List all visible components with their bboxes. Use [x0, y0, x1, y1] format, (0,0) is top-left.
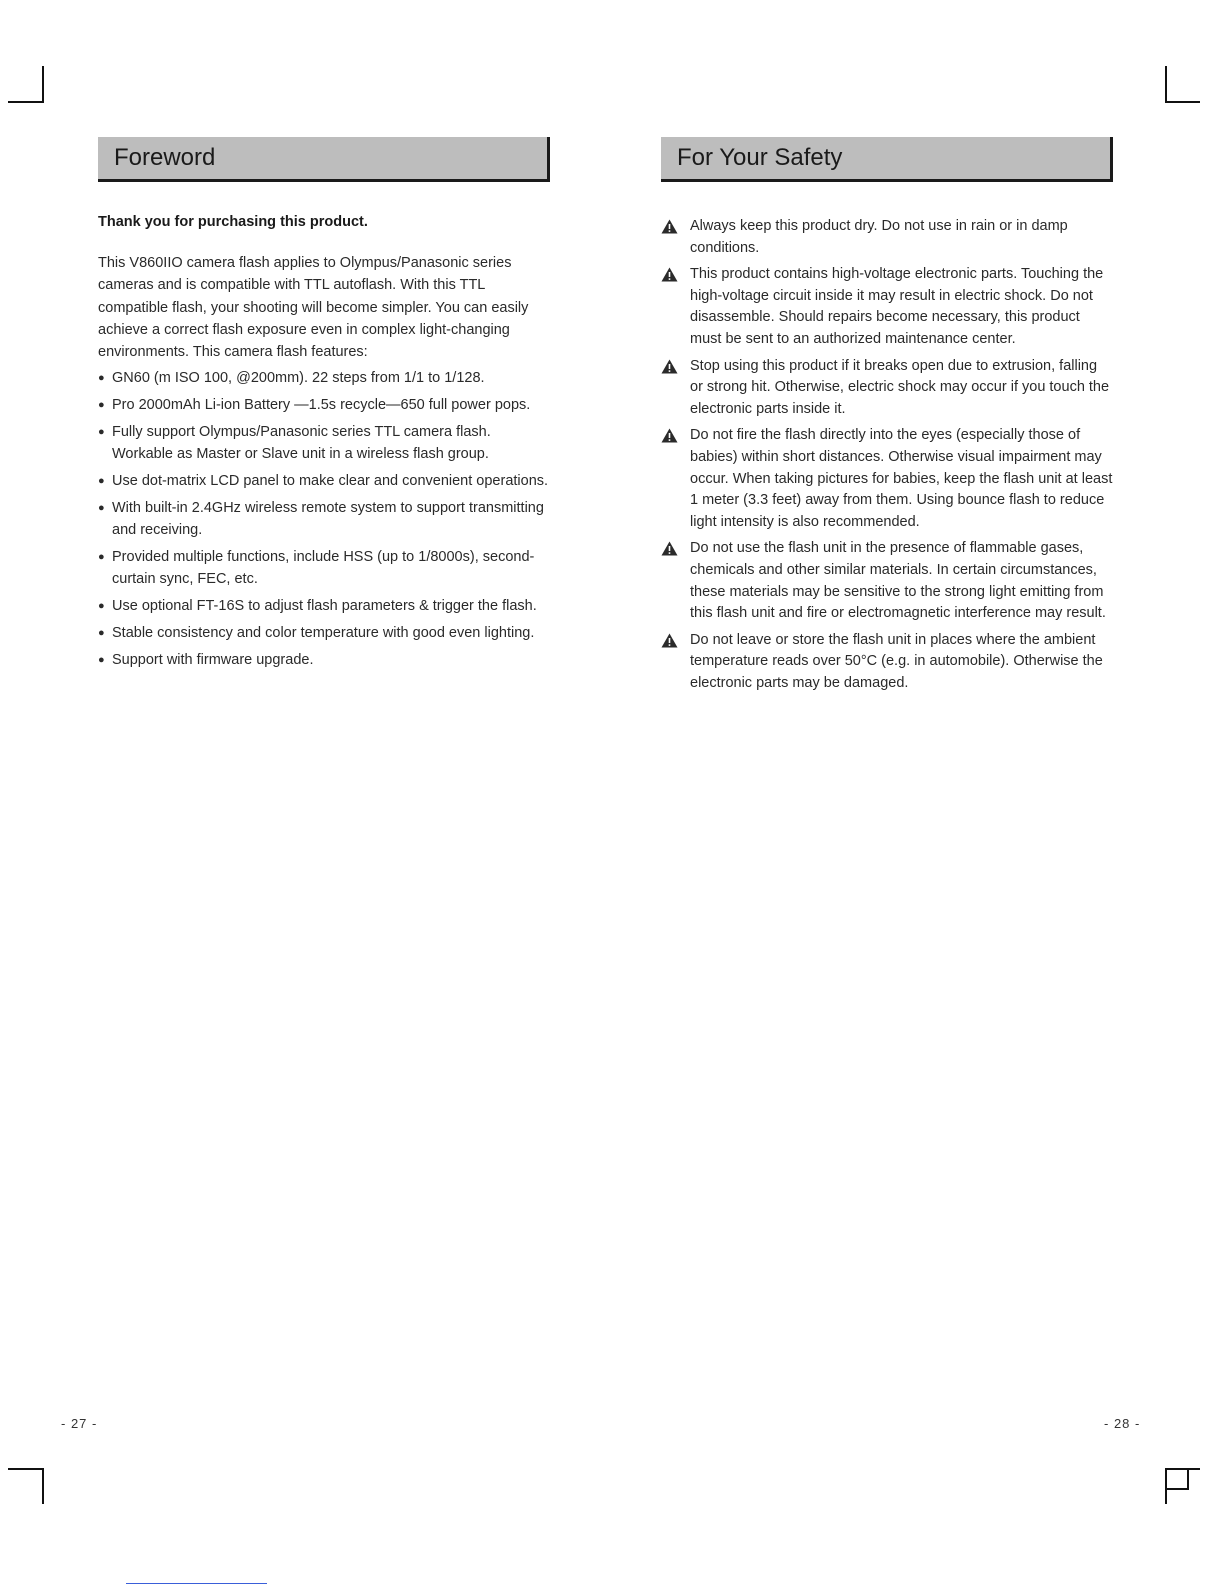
feature-text: Provided multiple functions, include HSS (up to 1/8000s), second-curtain sync, FEC, etc.	[112, 549, 535, 588]
page-number-left: - 27 -	[61, 1416, 98, 1431]
warning-text: Stop using this product if it breaks open due to extrusion, falling or strong hit. Otherwise, electric shock may occur if you touch the electronic parts inside it.	[690, 357, 1110, 417]
feature-text: Use optional FT-16S to adjust flash parameters & trigger the flash.	[112, 598, 537, 615]
warning-text: Do not use the flash unit in the presence of flammable gases, chemicals and other similar materials. In certain circumstances, these materials may be sensitive to the strong light emitting from this flash unit and fire or electromagnetic interference may result.	[690, 540, 1106, 622]
bullet-icon: ●	[98, 399, 105, 412]
warning-triangle-icon	[661, 267, 678, 282]
warning-triangle-icon	[661, 359, 678, 374]
crop-mark-bottom-left-v	[42, 1468, 44, 1504]
feature-item	[98, 546, 550, 591]
warning-triangle-icon	[661, 633, 678, 648]
feature-item	[98, 622, 550, 644]
foreword-paragraph: This V860IIO camera flash applies to Olympus/Panasonic series cameras and is compatible with TTL autoflash. With this TTL compatible flash, your shooting will become simpler. You can easily achieve a correct flash exposure even in complex light-changing environments. This camera flash features:	[98, 255, 529, 361]
feature-item	[98, 649, 550, 671]
feature-item	[98, 367, 550, 389]
bullet-icon: ●	[98, 600, 105, 613]
warning-triangle-icon	[661, 541, 678, 556]
safety-header: For Your Safety	[661, 137, 1113, 182]
warning-text: Always keep this product dry. Do not use in rain or in damp conditions.	[690, 218, 1068, 256]
foreword-header: Foreword	[98, 137, 550, 182]
foreword-section	[98, 137, 550, 676]
feature-item	[98, 497, 550, 542]
warning-triangle-icon	[661, 219, 678, 234]
warning-list	[661, 216, 1113, 694]
warning-item	[661, 630, 1113, 695]
feature-text: GN60 (m ISO 100, @200mm). 22 steps from 1/1 to 1/128.	[112, 370, 485, 387]
feature-list	[98, 367, 550, 671]
feature-item	[98, 470, 550, 492]
bullet-icon: ●	[98, 501, 105, 514]
warning-item	[661, 264, 1113, 350]
bullet-icon: ●	[98, 475, 105, 488]
feature-item	[98, 595, 550, 617]
bottom-rule	[126, 1583, 267, 1584]
bullet-icon: ●	[98, 626, 105, 639]
feature-item	[98, 421, 550, 466]
foreword-thanks: Thank you for purchasing this product.	[98, 214, 368, 230]
warning-text: Do not leave or store the flash unit in places where the ambient temperature reads over 50°C (e.g. in automobile). Otherwise the electronic parts may be damaged.	[690, 631, 1103, 691]
crop-mark-bottom-left-h	[8, 1468, 44, 1470]
crop-mark-bottom-right-h2	[1165, 1488, 1189, 1490]
feature-text: Support with firmware upgrade.	[112, 651, 314, 668]
crop-mark-top-left-v	[42, 66, 44, 103]
warning-text: Do not fire the flash directly into the eyes (especially those of babies) within short distances. Otherwise visual impairment may occur. When taking pictures for babies, keep the flash unit at least 1 meter (3.3 feet) away from them. Using bounce flash to reduce light intensity is also recommended.	[690, 427, 1113, 530]
crop-mark-top-left-h	[8, 101, 44, 103]
bullet-icon: ●	[98, 426, 105, 439]
crop-mark-bottom-right-h	[1165, 1468, 1200, 1470]
safety-section	[661, 137, 1113, 699]
crop-mark-bottom-right-v	[1165, 1468, 1167, 1504]
warning-triangle-icon	[661, 428, 678, 443]
feature-item	[98, 394, 550, 416]
warning-item	[661, 538, 1113, 624]
bullet-icon: ●	[98, 372, 105, 385]
page-number-right: - 28 -	[1104, 1416, 1141, 1431]
feature-text: With built-in 2.4GHz wireless remote system to support transmitting and receiving.	[112, 499, 544, 539]
bullet-icon: ●	[98, 551, 105, 564]
feature-text: Pro 2000mAh Li-ion Battery —1.5s recycle—650 full power pops.	[112, 397, 531, 414]
crop-mark-top-right-v	[1165, 66, 1167, 103]
warning-item	[661, 216, 1113, 259]
warning-item	[661, 425, 1113, 533]
feature-text: Stable consistency and color temperature with good even lighting.	[112, 624, 535, 641]
warning-text: This product contains high-voltage electronic parts. Touching the high-voltage circuit inside it may result in electric shock. Do not disassemble. Should repairs become necessary, this product must be sent to an authorized maintenance center.	[690, 266, 1104, 347]
crop-mark-top-right-h	[1165, 101, 1200, 103]
bullet-icon: ●	[98, 653, 105, 666]
feature-text: Fully support Olympus/Panasonic series TTL camera flash. Workable as Master or Slave unit in a wireless flash group.	[112, 424, 491, 463]
feature-text: Use dot-matrix LCD panel to make clear and convenient operations.	[112, 473, 549, 490]
crop-mark-bottom-right-v2	[1187, 1468, 1189, 1490]
warning-item	[661, 356, 1113, 421]
